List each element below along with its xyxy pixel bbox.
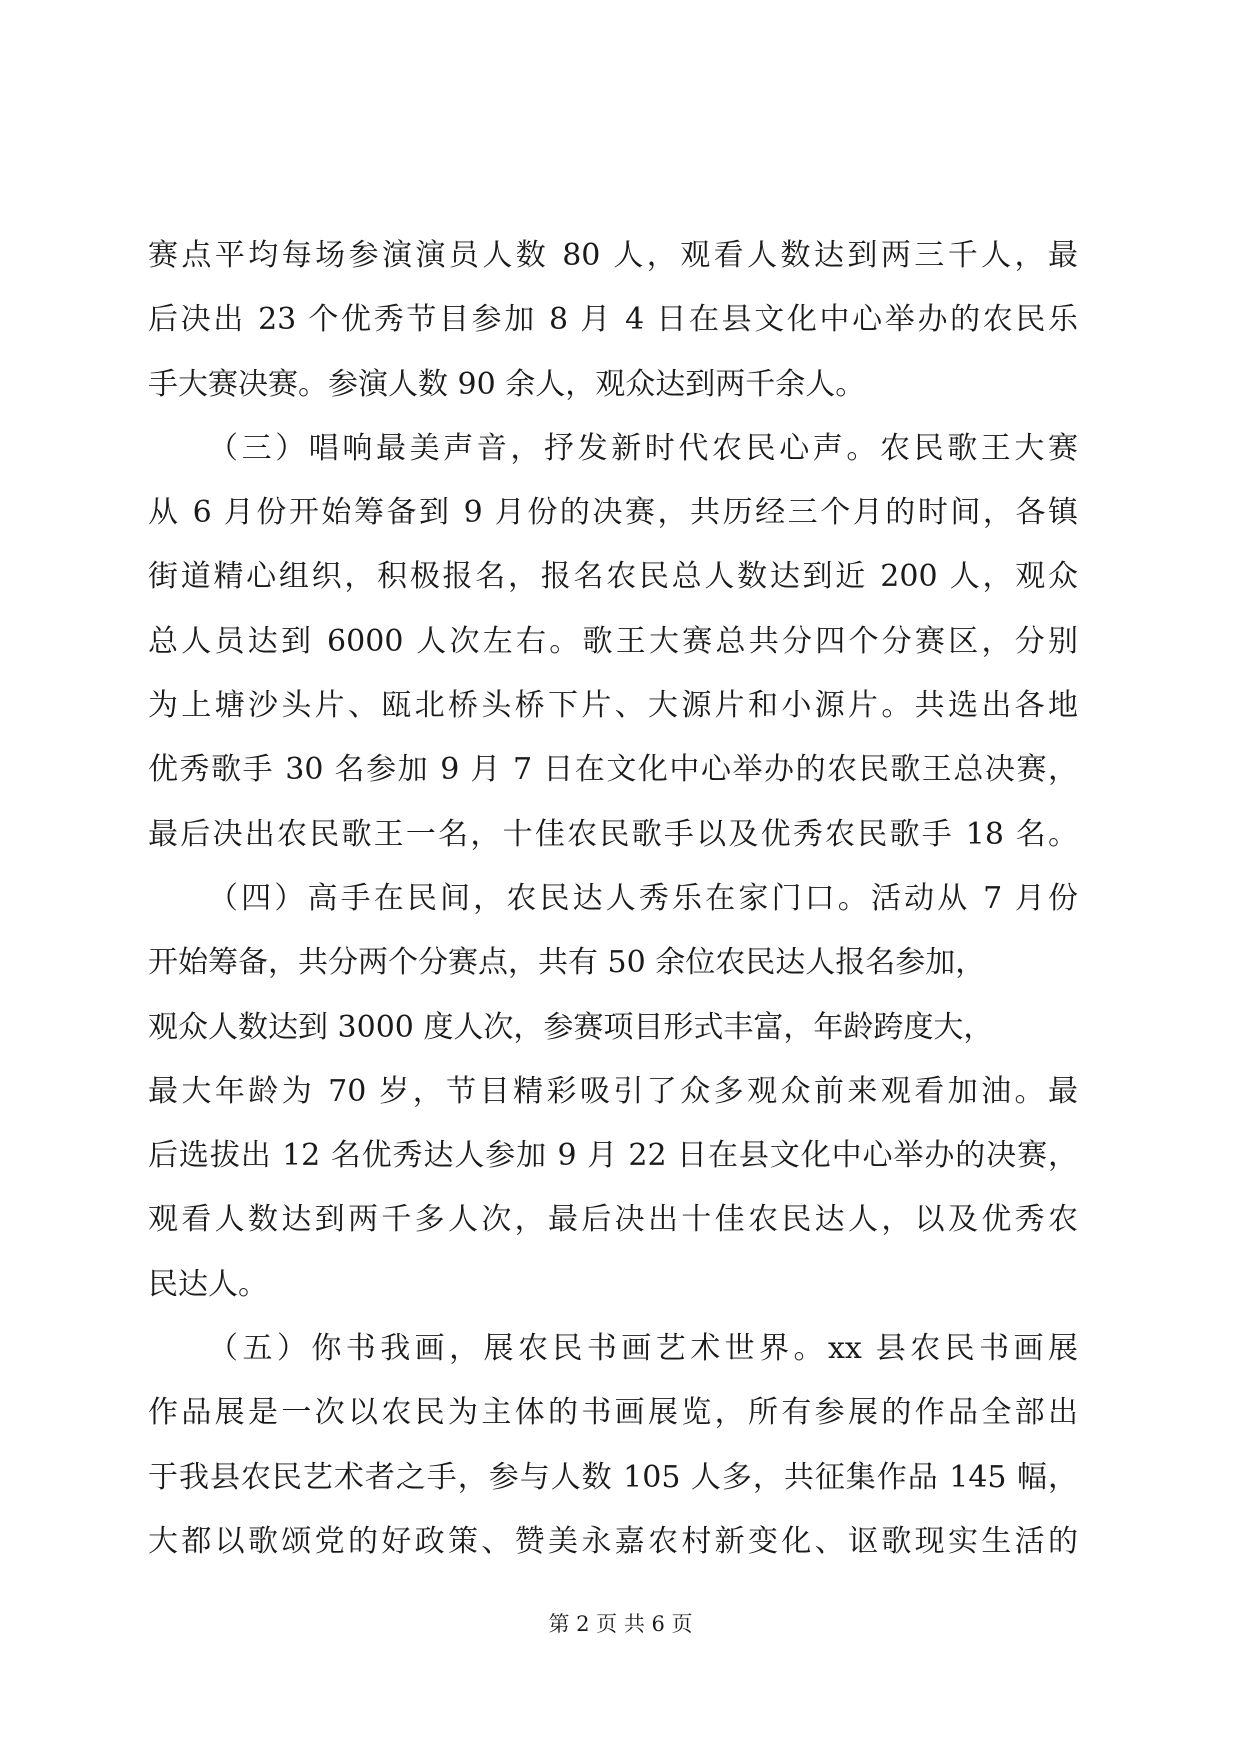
text-line: 观看人数达到两千多人次，最后决出十佳农民达人，以及优秀农 [148,1202,1078,1238]
text-line: 于我县农民艺术者之手，参与人数 105 人多，共征集作品 145 幅， [148,1459,1078,1495]
text-line: 街道精心组织，积极报名，报名农民总人数达到近 200 人，观众 [148,559,1078,595]
text-line: 最大年龄为 70 岁，节目精彩吸引了众多观众前来观看加油。最 [148,1073,1078,1109]
text-line: （三）唱响最美声音，抒发新时代农民心声。农民歌王大赛 [208,430,1078,466]
text-line: 赛点平均每场参演演员人数 80 人，观看人数达到两三千人，最 [148,238,1078,273]
text-line: 从 6 月份开始筹备到 9 月份的决赛，共历经三个月的时间，各镇 [148,495,1078,531]
text-line: 为上塘沙头片、瓯北桥头桥下片、大源片和小源片。共选出各地 [148,688,1078,724]
text-line: （五）你书我画，展农民书画艺术世界。xx 县农民书画展 [208,1331,1078,1367]
text-line: 开始筹备，共分两个分赛点，共有 50 余位农民达人报名参加， [148,945,986,981]
text-line: 最后决出农民歌王一名，十佳农民歌手以及优秀农民歌手 18 名。 [148,816,1078,852]
text-line: 后决出 23 个优秀节目参加 8 月 4 日在县文化中心举办的农民乐 [148,302,1078,338]
document-body [148,224,1078,1574]
page-number-footer: 第 2 页 共 6 页 [548,1612,693,1636]
text-line: 手大赛决赛。参演人数 90 余人，观众达到两千余人。 [148,366,866,402]
text-line: 作品展是一次以农民为主体的书画展览，所有参展的作品全部出 [148,1395,1078,1431]
text-line: 民达人。 [148,1266,268,1302]
text-line: 大都以歌颂党的好政策、赞美永嘉农村新变化、讴歌现实生活的 [148,1523,1078,1559]
text-line: 优秀歌手 30 名参加 9 月 7 日在文化中心举办的农民歌王总决赛， [148,752,1078,788]
text-line: （四）高手在民间，农民达人秀乐在家门口。活动从 7 月份 [208,880,1078,916]
text-line: 总人员达到 6000 人次左右。歌王大赛总共分四个分赛区，分别 [148,623,1078,659]
text-line: 后选拔出 12 名优秀达人参加 9 月 22 日在县文化中心举办的决赛， [148,1138,1078,1174]
text-line: 观众人数达到 3000 度人次，参赛项目形式丰富，年龄跨度大， [148,1009,994,1045]
